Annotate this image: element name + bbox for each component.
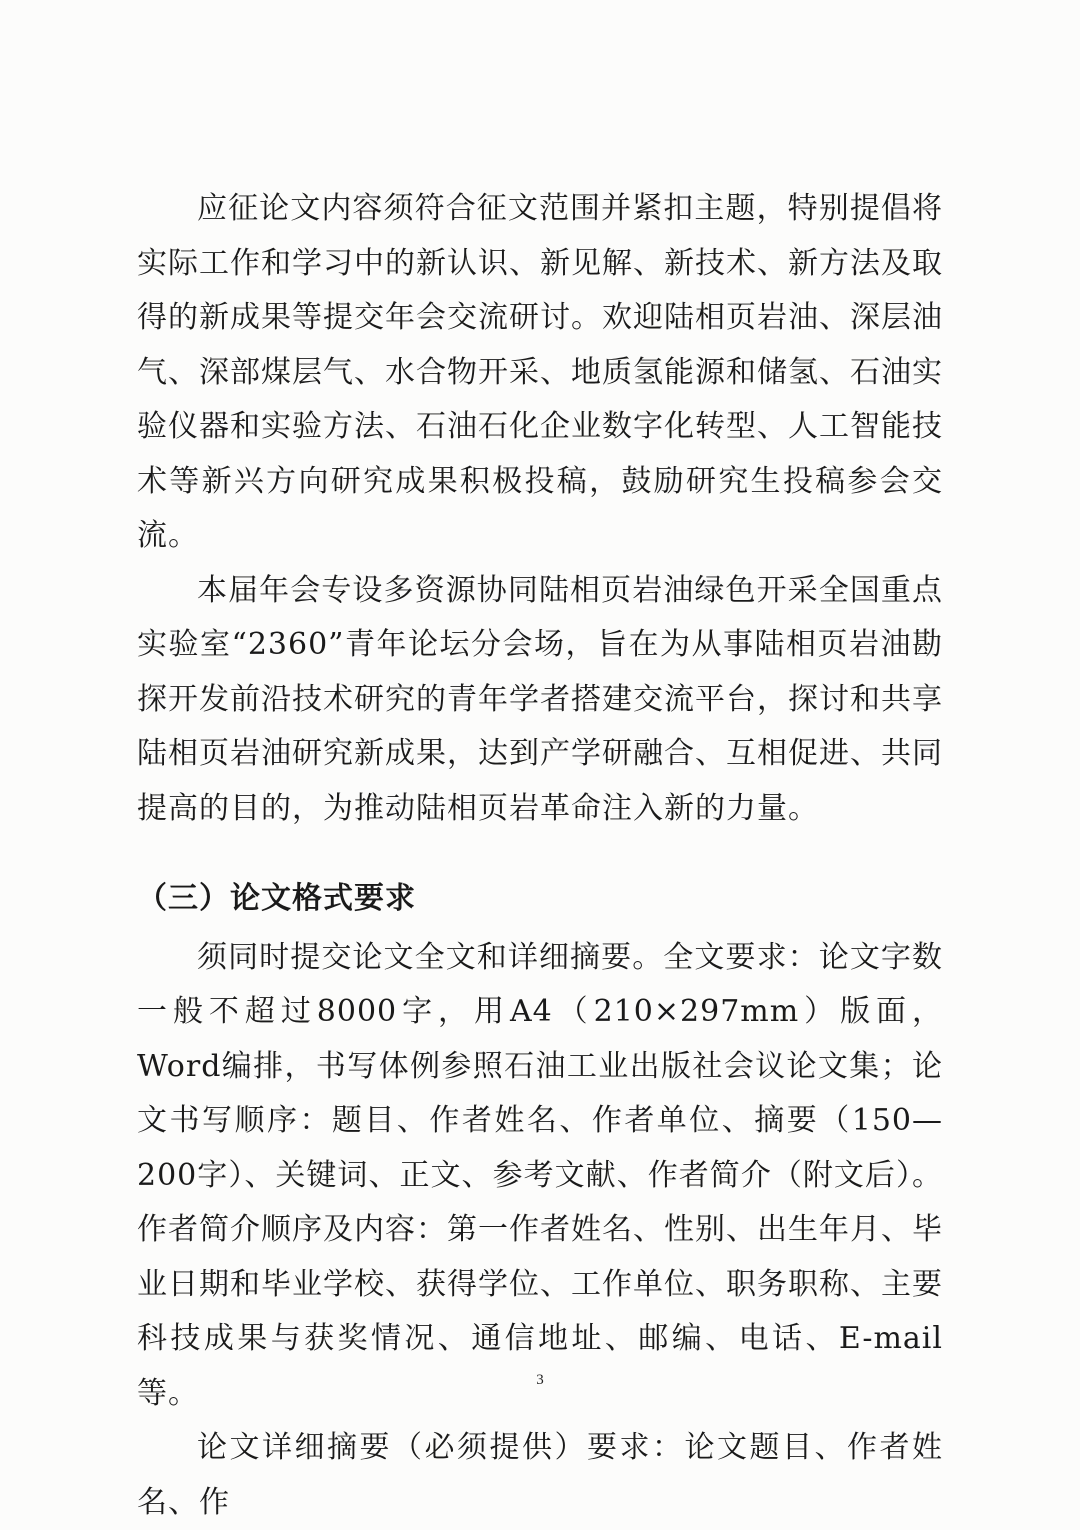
section-spacer (137, 836, 943, 850)
paragraph-youth-forum: 本届年会专设多资源协同陆相页岩油绿色开采全国重点实验室“2360”青年论坛分会场，旨在为从事陆相页岩油勘探开发前沿技术研究的青年学者搭建交流平台，探讨和共享陆相页岩油研究新成果，达到产学研融合、互相促进、共同提高的目的，为推动陆相页岩革命注入新的力量。 (137, 572, 943, 826)
paragraph-format-details: 须同时提交论文全文和详细摘要。全文要求：论文字数一般不超过8000字，用A4（210×297mm）版面，Word编排，书写体例参照石油工业出版社会议论文集；论文书写顺序：题目、作者姓名、作者单位、摘要（150—200字）、关键词、正文、参考文献、作者简介（附文后）。作者简介顺序及内容：第一作者姓名、性别、出生年月、毕业日期和毕业学校、获得学位、工作单位、职务职称、主要科技成果与获奖情况、通信地址、邮编、电话、E-mail等。 (137, 939, 943, 1411)
page-number: 3 (536, 1372, 544, 1388)
section-heading-format-requirements: （三）论文格式要求 (137, 881, 416, 916)
document-body (137, 182, 943, 1530)
paragraph-abstract-requirements: 论文详细摘要（必须提供）要求：论文题目、作者姓名、作 (137, 1430, 943, 1520)
paragraph-submission-scope: 应征论文内容须符合征文范围并紧扣主题，特别提倡将实际工作和学习中的新认识、新见解、新技术、新方法及取得的新成果等提交年会交流研讨。欢迎陆相页岩油、深层油气、深部煤层气、水合物开采、地质氢能源和储氢、石油实验仪器和实验方法、石油石化企业数字化转型、人工智能技术等新兴方向研究成果积极投稿，鼓励研究生投稿参会交流。 (137, 191, 943, 553)
